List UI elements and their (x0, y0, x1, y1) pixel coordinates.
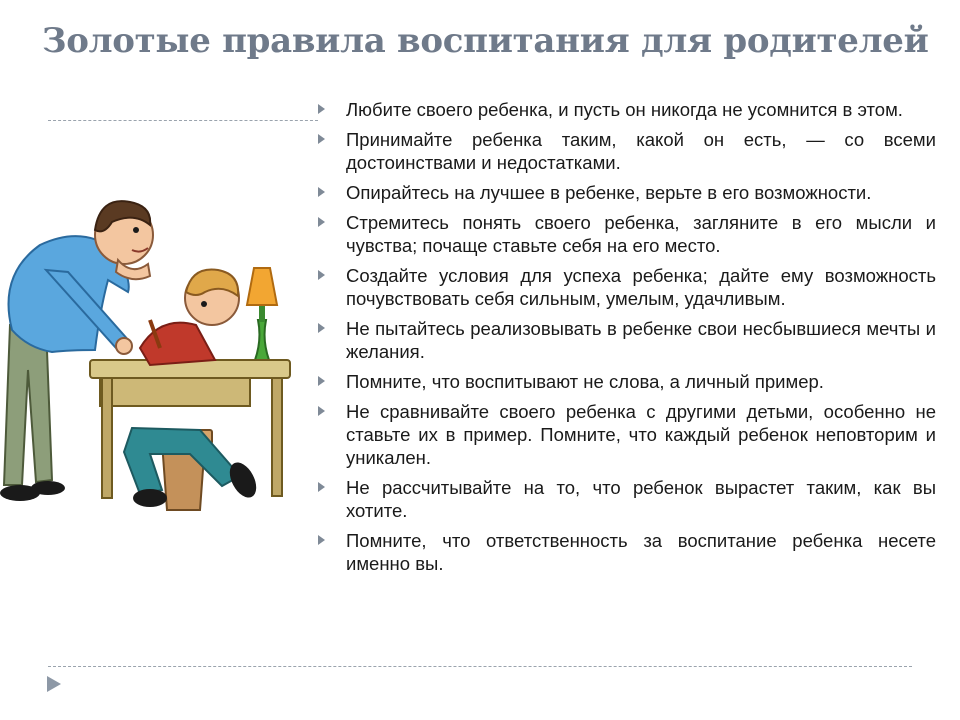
triangle-bullet-icon (318, 104, 325, 114)
list-item (318, 264, 936, 310)
list-item (318, 400, 936, 469)
rule-text: Помните, что ответственность за воспитание ребенка несете именно вы. (346, 530, 936, 574)
list-item (318, 476, 936, 522)
rule-text: Не рассчитывайте на то, что ребенок вырастет таким, как вы хотите. (346, 477, 936, 521)
triangle-bullet-icon (318, 217, 325, 227)
triangle-bullet-icon (318, 406, 325, 416)
list-item (318, 370, 936, 393)
rule-text: Любите своего ребенка, и пусть он никогда не усомнится в этом. (346, 99, 903, 120)
slide-title: Золотые правила воспитания для родителей (42, 21, 929, 61)
list-item (318, 317, 936, 363)
rule-text: Опирайтесь на лучшее в ребенке, верьте в его возможности. (346, 182, 872, 203)
triangle-bullet-icon (318, 134, 325, 144)
rule-text: Не сравнивайте своего ребенка с другими детьми, особенно не ставьте их в пример. Помните, что каждый ребенок неповторим и уникален. (346, 401, 936, 468)
list-item (318, 98, 936, 121)
rule-text: Стремитесь понять своего ребенка, загляните в его мысли и чувства; почаще ставьте себя на его место. (346, 212, 936, 256)
triangle-bullet-icon (318, 323, 325, 333)
rule-text: Создайте условия для успеха ребенка; дайте ему возможность почувствовать себя сильным, умелым, удачливым. (346, 265, 936, 309)
corner-arrow-icon (46, 675, 62, 693)
list-item (318, 181, 936, 204)
father-son-illustration (0, 180, 300, 530)
triangle-bullet-icon (318, 187, 325, 197)
list-item (318, 128, 936, 174)
list-item (318, 529, 936, 575)
triangle-bullet-icon (318, 535, 325, 545)
list-item (318, 211, 936, 257)
rule-text: Принимайте ребенка таким, какой он есть, — со всеми достоинствами и недостатками. (346, 129, 936, 173)
triangle-bullet-icon (318, 482, 325, 492)
bottom-divider (48, 666, 912, 667)
triangle-bullet-icon (318, 376, 325, 386)
rule-text: Не пытайтесь реализовывать в ребенке свои несбывшиеся мечты и желания. (346, 318, 936, 362)
triangle-bullet-icon (318, 270, 325, 280)
top-divider (48, 120, 318, 121)
rule-text: Помните, что воспитывают не слова, а личный пример. (346, 371, 824, 392)
rules-list (318, 98, 936, 582)
